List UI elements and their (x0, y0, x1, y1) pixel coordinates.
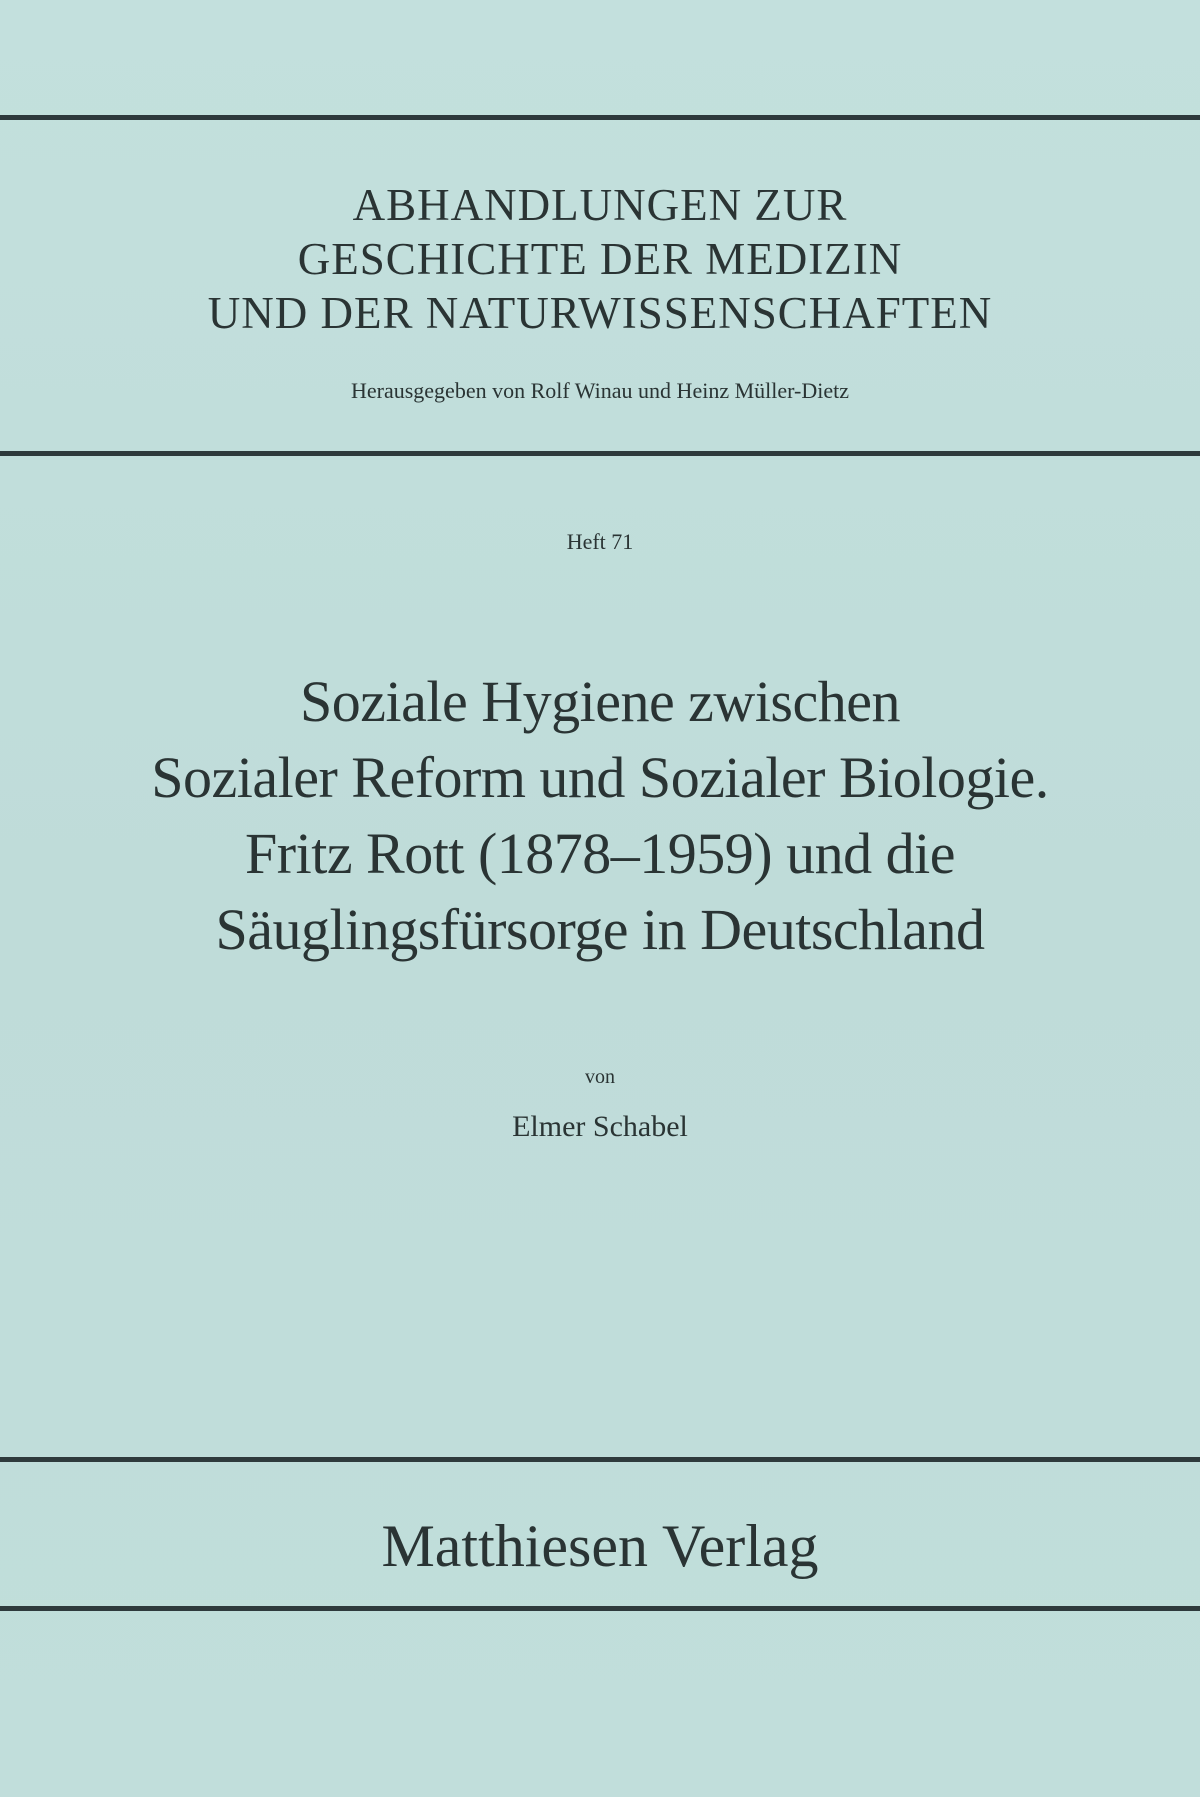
book-title-line-1: Soziale Hygiene zwischen (299, 669, 900, 734)
by-word: von (585, 1066, 615, 1088)
series-divider-rule (0, 451, 1200, 456)
book-title (0, 664, 1200, 968)
publisher-bottom-rule (0, 1606, 1200, 1611)
publisher-name: Matthiesen Verlag (381, 1513, 819, 1579)
issue-number: Heft 71 (566, 529, 634, 554)
series-editors: Herausgegeben von Rolf Winau und Heinz Müller-Dietz (350, 378, 849, 403)
book-title-line-4: Säuglingsfürsorge in Deutschland (215, 897, 985, 962)
book-title-line-2: Sozialer Reform und Sozialer Biologie. (151, 745, 1049, 810)
top-rule (0, 115, 1200, 120)
book-title-line-3: Fritz Rott (1878–1959) und die (245, 821, 955, 886)
series-title-line-2: GESCHICHTE DER MEDIZIN (297, 234, 903, 284)
publisher-top-rule (0, 1457, 1200, 1462)
series-title-line-1: ABHANDLUNGEN ZUR (352, 180, 848, 230)
author-name: Elmer Schabel (512, 1110, 688, 1143)
series-title (0, 178, 1200, 340)
series-title-line-3: UND DER NATURWISSENSCHAFTEN (207, 288, 993, 338)
